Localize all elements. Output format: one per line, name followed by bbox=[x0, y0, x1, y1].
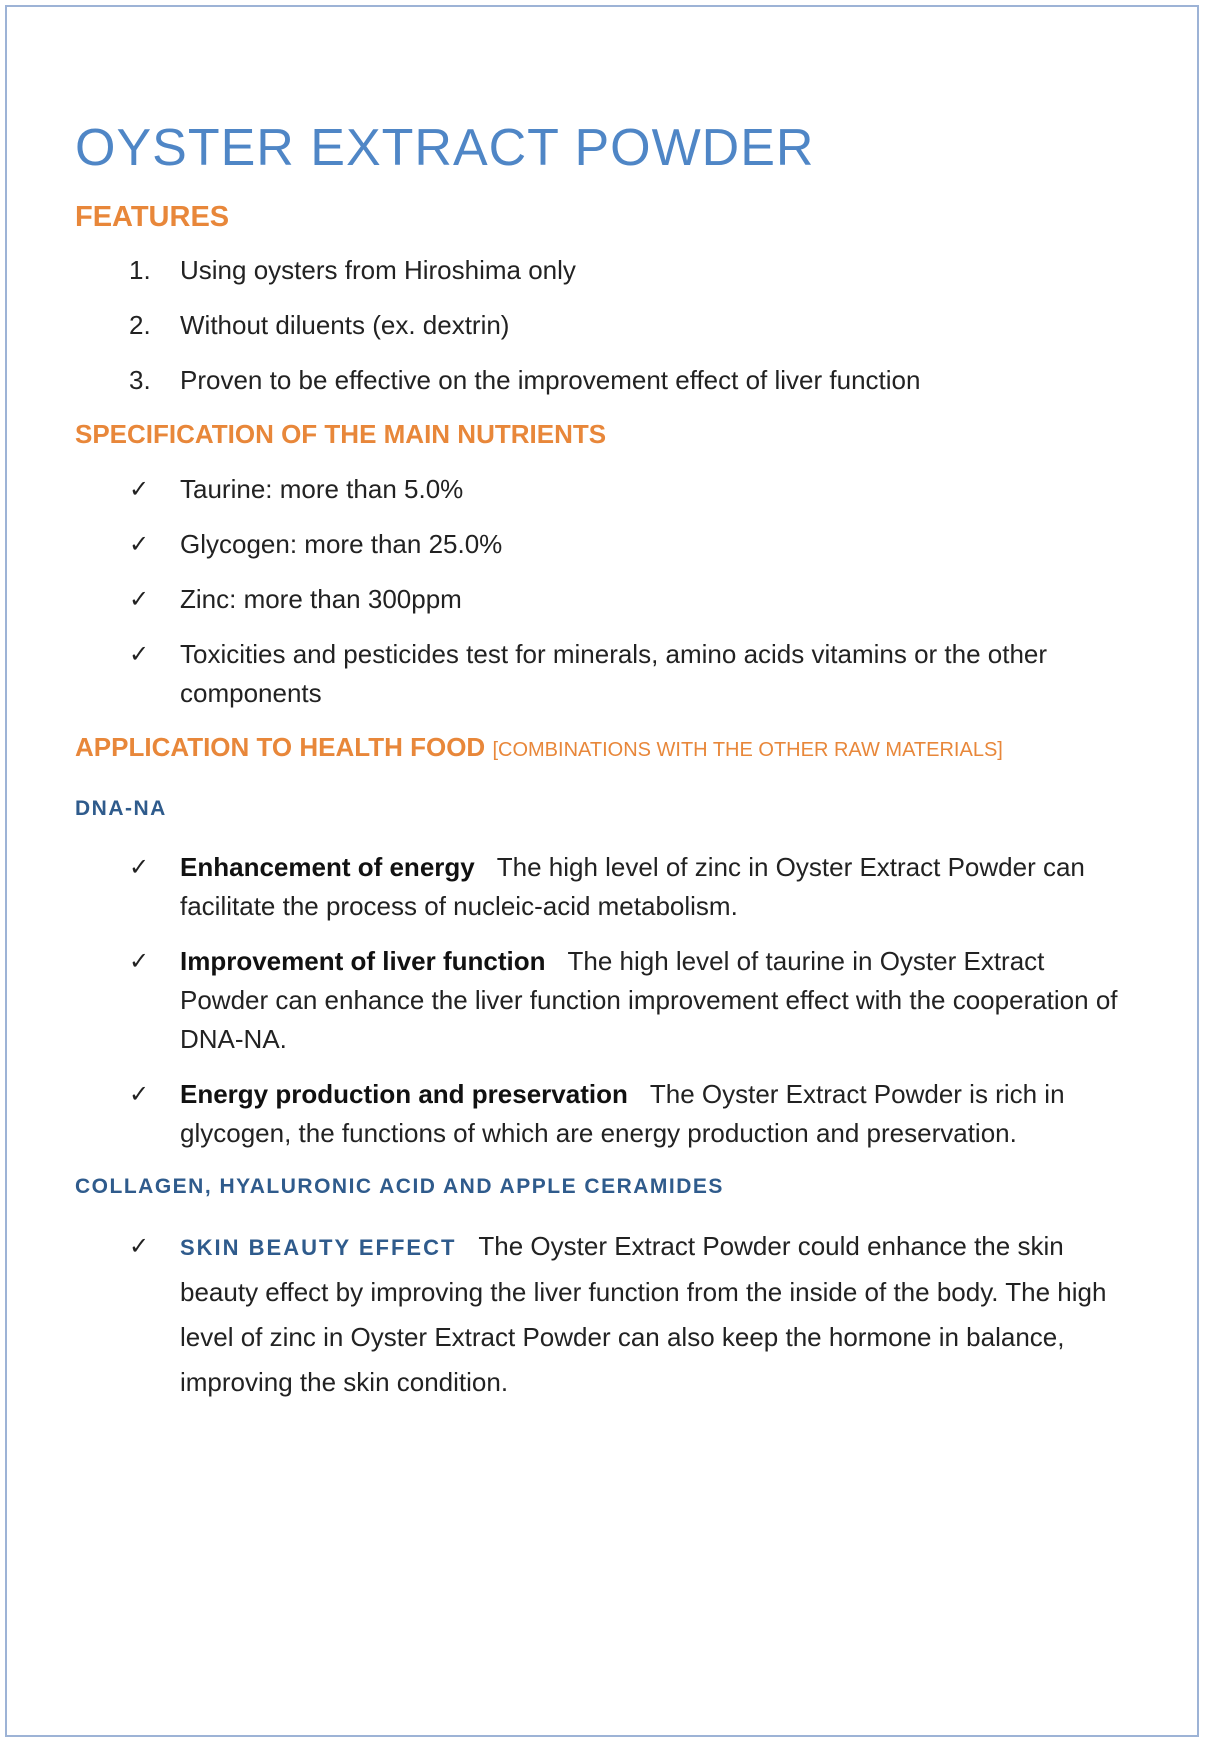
collagen-heading: COLLAGEN, HYALURONIC ACID AND APPLE CERAMIDES bbox=[75, 1174, 724, 1198]
item-lead: Energy production and preservation bbox=[180, 1078, 628, 1109]
list-item bbox=[75, 1224, 1135, 1405]
specification-heading: SPECIFICATION OF THE MAIN NUTRIENTS bbox=[75, 419, 607, 450]
list-item bbox=[75, 470, 1135, 509]
list-number: 1. bbox=[129, 255, 151, 286]
check-icon: ✓ bbox=[129, 1080, 150, 1108]
item-lead: SKIN BEAUTY EFFECT bbox=[180, 1235, 457, 1261]
list-number: 3. bbox=[129, 365, 151, 396]
list-number: 2. bbox=[129, 310, 151, 341]
list-item-text: Proven to be effective on the improvement effect of liver function bbox=[180, 365, 921, 396]
list-item bbox=[75, 848, 1135, 926]
check-icon: ✓ bbox=[129, 530, 150, 558]
list-item bbox=[75, 635, 1135, 713]
document-content bbox=[75, 117, 1135, 1405]
item-text: The Oyster Extract Powder is rich in glycogen, the functions of which are energy production and preservation. bbox=[180, 1078, 1065, 1148]
check-icon: ✓ bbox=[129, 1233, 150, 1261]
list-item-text: Toxicities and pesticides test for minerals, amino acids vitamins or the other components bbox=[180, 638, 1048, 708]
item-text: The high level of zinc in Oyster Extract Powder can facilitate the process of nucleic-acid metabolism. bbox=[180, 851, 1085, 921]
application-heading-text: APPLICATION TO HEALTH FOOD bbox=[75, 731, 486, 762]
document-title: OYSTER EXTRACT POWDER bbox=[75, 119, 815, 177]
list-item-text: Using oysters from Hiroshima only bbox=[180, 255, 576, 286]
check-icon: ✓ bbox=[129, 475, 150, 503]
item-text: The high level of taurine in Oyster Extract Powder can enhance the liver function improvement effect with the cooperation of DNA-NA. bbox=[180, 945, 1118, 1054]
list-item-text: Without diluents (ex. dextrin) bbox=[180, 310, 510, 341]
specification-list bbox=[75, 470, 1135, 713]
list-item bbox=[75, 306, 1135, 345]
application-subheading: [COMBINATIONS WITH THE OTHER RAW MATERIALS] bbox=[492, 738, 1003, 761]
list-item-text: Glycogen: more than 25.0% bbox=[180, 528, 503, 559]
dna-na-heading: DNA-NA bbox=[75, 796, 167, 820]
item-lead: Improvement of liver function bbox=[180, 945, 546, 976]
list-item bbox=[75, 525, 1135, 564]
list-item bbox=[75, 251, 1135, 290]
list-item bbox=[75, 942, 1135, 1059]
check-icon: ✓ bbox=[129, 640, 150, 668]
features-list bbox=[75, 251, 1135, 400]
list-item bbox=[75, 580, 1135, 619]
list-item-text: Taurine: more than 5.0% bbox=[180, 473, 464, 504]
application-heading bbox=[75, 731, 1135, 765]
item-lead: Enhancement of energy bbox=[180, 851, 475, 882]
collagen-list bbox=[75, 1224, 1135, 1405]
dna-na-list bbox=[75, 848, 1135, 1153]
list-item bbox=[75, 361, 1135, 400]
list-item bbox=[75, 1075, 1135, 1153]
check-icon: ✓ bbox=[129, 947, 150, 975]
check-icon: ✓ bbox=[129, 853, 150, 881]
document-page bbox=[5, 5, 1199, 1737]
features-heading: FEATURES bbox=[75, 201, 230, 234]
check-icon: ✓ bbox=[129, 585, 150, 613]
list-item-text: Zinc: more than 300ppm bbox=[180, 583, 462, 614]
item-text: The Oyster Extract Powder could enhance the skin beauty effect by improving the liver function from the inside of the body. The high level of zinc in Oyster Extract Powder can also keep the hormone in balance, improving the skin condition. bbox=[180, 1231, 1107, 1398]
